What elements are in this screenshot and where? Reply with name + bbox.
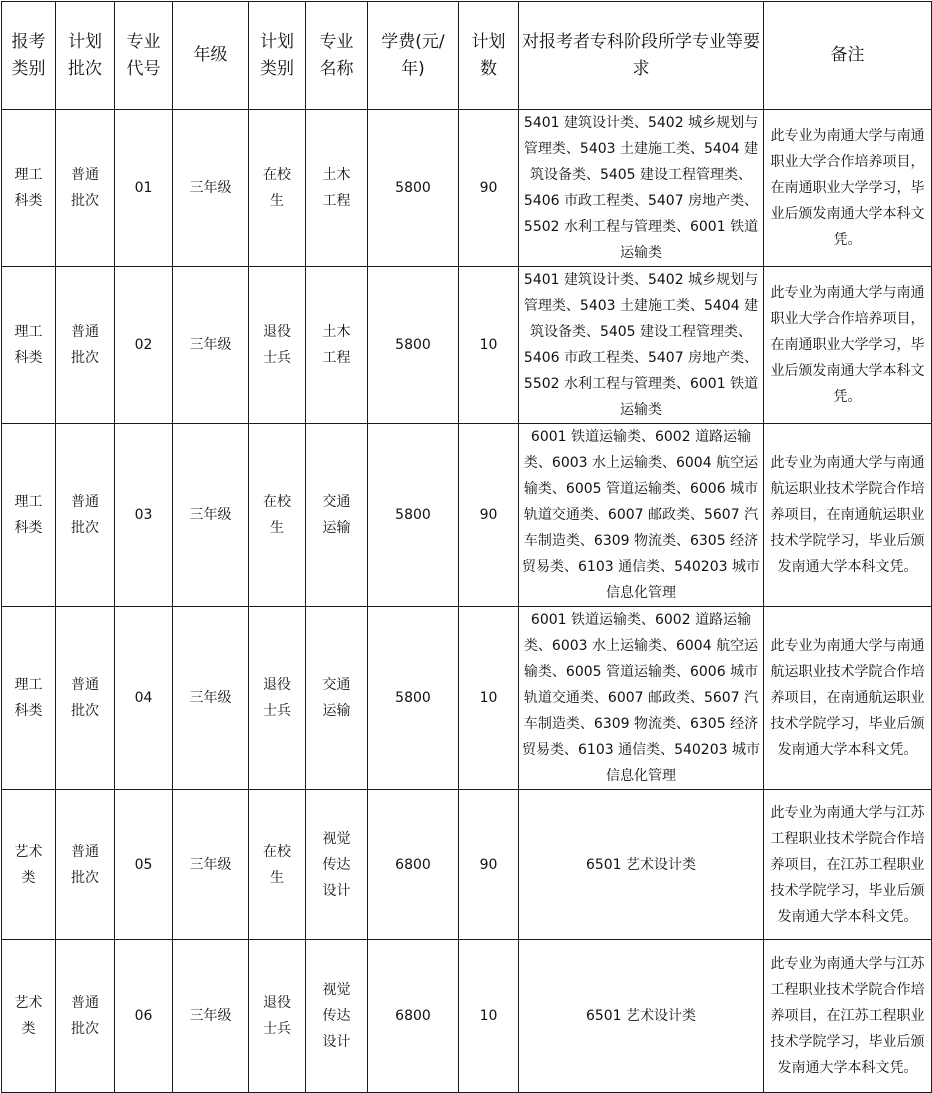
cell-batch: 普通批次 (56, 267, 115, 424)
table-row (2, 607, 932, 790)
cell-batch: 普通批次 (56, 110, 115, 267)
cell-count: 10 (459, 607, 519, 790)
header-code: 专业代号 (115, 2, 173, 110)
header-grade: 年级 (173, 2, 249, 110)
cell-grade: 三年级 (173, 940, 249, 1093)
cell-batch: 普通批次 (56, 790, 115, 940)
header-note: 备注 (764, 2, 932, 110)
cell-code: 06 (115, 940, 173, 1093)
cell-major: 交通运输 (306, 607, 368, 790)
cell-category: 艺术类 (2, 790, 56, 940)
header-requirement: 对报考者专科阶段所学专业等要求 (519, 2, 764, 110)
cell-note: 此专业为南通大学与南通职业大学合作培养项目，在南通职业大学学习，毕业后颁发南通大学本科文凭。 (764, 110, 932, 267)
cell-count: 90 (459, 790, 519, 940)
cell-grade: 三年级 (173, 110, 249, 267)
table-header-row (2, 2, 932, 110)
cell-code: 03 (115, 424, 173, 607)
cell-requirement: 6001 铁道运输类、6002 道路运输类、6003 水上运输类、6004 航空运输类、6005 管道运输类、6006 城市轨道交通类、6007 邮政类、5607 汽车制造类、6309 物流类、6305 经济贸易类、6103 通信类、540203 城市信息化管理 (519, 424, 764, 607)
cell-fee: 6800 (368, 940, 459, 1093)
table-row (2, 424, 932, 607)
cell-requirement: 5401 建筑设计类、5402 城乡规划与管理类、5403 土建施工类、5404 建筑设备类、5405 建设工程管理类、5406 市政工程类、5407 房地产类、5502 水利工程与管理类、6001 铁道运输类 (519, 267, 764, 424)
cell-plan-type: 在校生 (249, 424, 306, 607)
cell-requirement: 6501 艺术设计类 (519, 790, 764, 940)
cell-count: 90 (459, 424, 519, 607)
cell-plan-type: 退役士兵 (249, 267, 306, 424)
cell-count: 90 (459, 110, 519, 267)
cell-major: 交通运输 (306, 424, 368, 607)
cell-category: 艺术类 (2, 940, 56, 1093)
cell-plan-type: 退役士兵 (249, 607, 306, 790)
cell-code: 04 (115, 607, 173, 790)
cell-code: 02 (115, 267, 173, 424)
cell-fee: 5800 (368, 267, 459, 424)
cell-major: 土木工程 (306, 110, 368, 267)
header-major: 专业名称 (306, 2, 368, 110)
header-batch: 计划批次 (56, 2, 115, 110)
cell-requirement: 5401 建筑设计类、5402 城乡规划与管理类、5403 土建施工类、5404 建筑设备类、5405 建设工程管理类、5406 市政工程类、5407 房地产类、5502 水利工程与管理类、6001 铁道运输类 (519, 110, 764, 267)
cell-category: 理工科类 (2, 110, 56, 267)
cell-count: 10 (459, 940, 519, 1093)
cell-note: 此专业为南通大学与南通航运职业技术学院合作培养项目，在南通航运职业技术学院学习，毕业后颁发南通大学本科文凭。 (764, 607, 932, 790)
cell-major: 视觉传达设计 (306, 790, 368, 940)
cell-fee: 6800 (368, 790, 459, 940)
cell-batch: 普通批次 (56, 607, 115, 790)
cell-category: 理工科类 (2, 607, 56, 790)
cell-major: 视觉传达设计 (306, 940, 368, 1093)
cell-grade: 三年级 (173, 424, 249, 607)
table-row (2, 110, 932, 267)
cell-batch: 普通批次 (56, 940, 115, 1093)
cell-grade: 三年级 (173, 790, 249, 940)
cell-note: 此专业为南通大学与江苏工程职业技术学院合作培养项目，在江苏工程职业技术学院学习，毕业后颁发南通大学本科文凭。 (764, 790, 932, 940)
header-fee: 学费(元/年) (368, 2, 459, 110)
cell-fee: 5800 (368, 607, 459, 790)
table-row (2, 940, 932, 1093)
cell-fee: 5800 (368, 424, 459, 607)
cell-grade: 三年级 (173, 607, 249, 790)
cell-fee: 5800 (368, 110, 459, 267)
cell-grade: 三年级 (173, 267, 249, 424)
cell-plan-type: 在校生 (249, 110, 306, 267)
cell-batch: 普通批次 (56, 424, 115, 607)
table-row (2, 267, 932, 424)
cell-code: 05 (115, 790, 173, 940)
header-plan-type: 计划类别 (249, 2, 306, 110)
cell-plan-type: 在校生 (249, 790, 306, 940)
cell-requirement: 6501 艺术设计类 (519, 940, 764, 1093)
cell-category: 理工科类 (2, 267, 56, 424)
header-count: 计划数 (459, 2, 519, 110)
cell-plan-type: 退役士兵 (249, 940, 306, 1093)
table-row (2, 790, 932, 940)
cell-code: 01 (115, 110, 173, 267)
cell-note: 此专业为南通大学与南通航运职业技术学院合作培养项目，在南通航运职业技术学院学习，毕业后颁发南通大学本科文凭。 (764, 424, 932, 607)
cell-note: 此专业为南通大学与南通职业大学合作培养项目，在南通职业大学学习，毕业后颁发南通大学本科文凭。 (764, 267, 932, 424)
cell-major: 土木工程 (306, 267, 368, 424)
cell-note: 此专业为南通大学与江苏工程职业技术学院合作培养项目，在江苏工程职业技术学院学习，毕业后颁发南通大学本科文凭。 (764, 940, 932, 1093)
cell-count: 10 (459, 267, 519, 424)
header-category: 报考类别 (2, 2, 56, 110)
enrollment-plan-table (1, 1, 932, 1093)
cell-requirement: 6001 铁道运输类、6002 道路运输类、6003 水上运输类、6004 航空运输类、6005 管道运输类、6006 城市轨道交通类、6007 邮政类、5607 汽车制造类、6309 物流类、6305 经济贸易类、6103 通信类、540203 城市信息化管理 (519, 607, 764, 790)
cell-category: 理工科类 (2, 424, 56, 607)
